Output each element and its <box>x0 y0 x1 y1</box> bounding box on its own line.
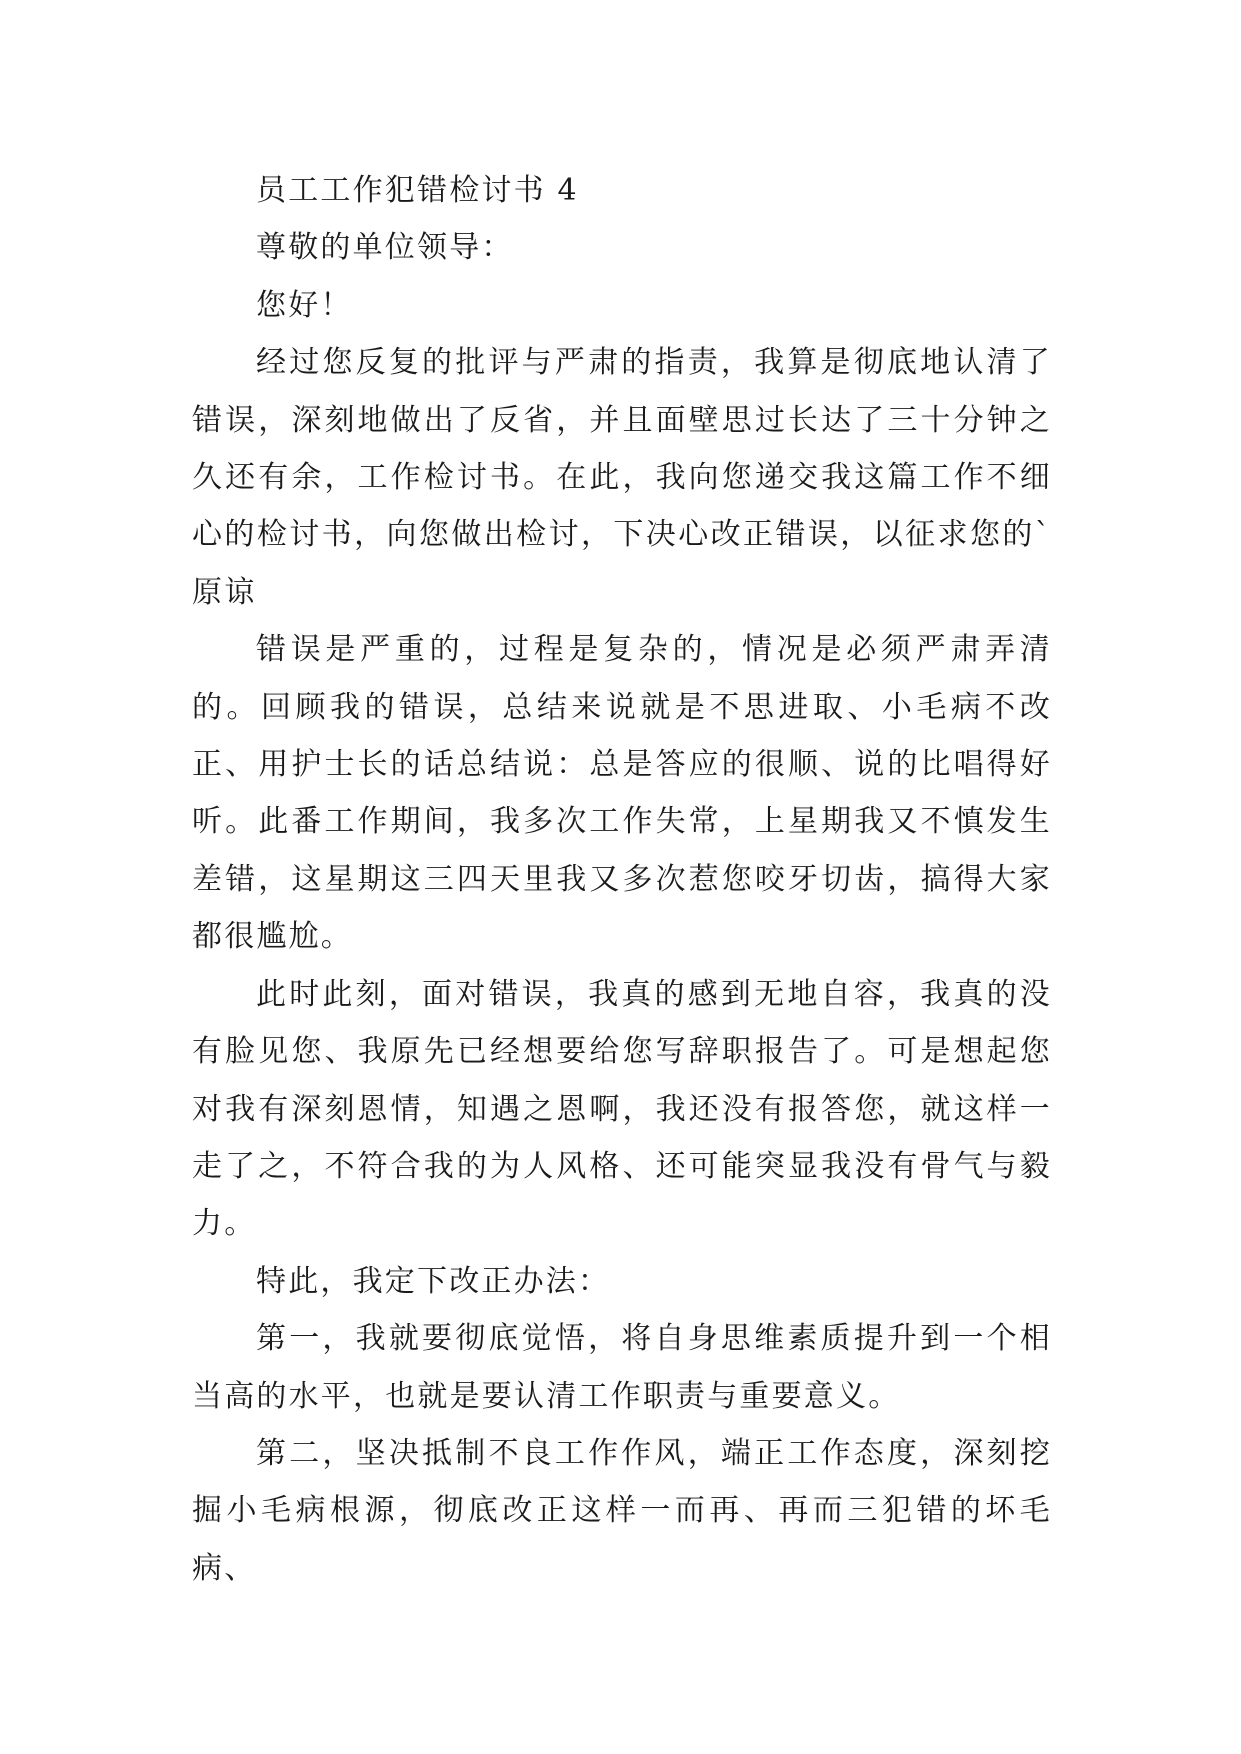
document-title: 员工工作犯错检讨书 4 <box>256 173 579 208</box>
paragraph-1: 经过您反复的批评与严肃的指责，我算是彻底地认清了错误，深刻地做出了反省，并且面壁思过长达了三十分钟之久还有余，工作检讨书。在此，我向您递交我这篇工作不细心的检讨书，向您做出检讨，下决心改正错误，以征求您的`原谅 <box>192 345 1052 610</box>
salutation: 尊敬的单位领导： <box>256 230 514 266</box>
paragraph-3: 此时此刻，面对错误，我真的感到无地自容，我真的没有脸见您、我原先已经想要给您写辞职报告了。可是想起您对我有深刻恩情，知遇之恩啊，我还没有报答您，就这样一走了之，不符合我的为人风格、还可能突显我没有骨气与毅力。 <box>192 976 1052 1242</box>
greeting: 您好！ <box>256 287 353 323</box>
document-body <box>192 162 1052 1597</box>
paragraph-6: 第二，坚决抵制不良工作作风，端正工作态度，深刻挖掘小毛病根源，彻底改正这样一而再、再而三犯错的坏毛病、 <box>192 1435 1052 1586</box>
paragraph-5: 第一，我就要彻底觉悟，将自身思维素质提升到一个相当高的水平，也就是要认清工作职责与重要意义。 <box>192 1321 1052 1414</box>
paragraph-2: 错误是严重的，过程是复杂的，情况是必须严肃弄清的。回顾我的错误，总结来说就是不思进取、小毛病不改正、用护士长的话总结说：总是答应的很顺、说的比唱得好听。此番工作期间，我多次工作失常，上星期我又不慎发生差错，这星期这三四天里我又多次惹您咬牙切齿，搞得大家都很尴尬。 <box>192 632 1052 955</box>
paragraph-4: 特此，我定下改正办法： <box>256 1263 611 1299</box>
